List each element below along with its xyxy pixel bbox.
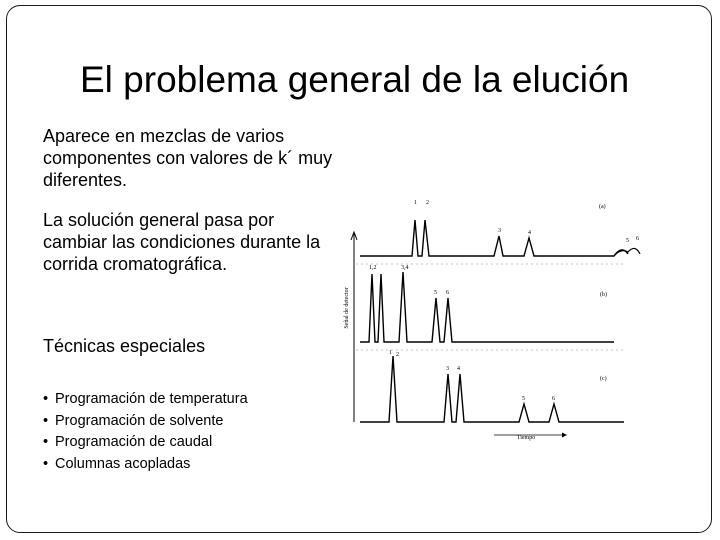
trace-b-line	[360, 272, 614, 342]
list-item	[43, 454, 248, 476]
peak-label: 2	[426, 200, 429, 206]
list-item	[43, 411, 248, 433]
peak-label: 5	[522, 396, 525, 402]
y-axis-label: Señal de detector	[344, 287, 350, 329]
peak-label: 3	[446, 366, 449, 372]
peak-label: 3,4	[401, 265, 409, 271]
bullet-icon: •	[43, 391, 49, 407]
bullet-text: Programación de temperatura	[55, 391, 248, 407]
bullet-icon: •	[43, 412, 49, 429]
peak-label: 6	[552, 396, 555, 402]
bullet-text: Programación de caudal	[55, 434, 213, 450]
peak-label: 6	[636, 236, 639, 242]
peak-label: 5	[434, 290, 437, 296]
bullet-text: Columnas acopladas	[55, 455, 191, 472]
peak-label: 1	[389, 350, 392, 356]
list-item	[43, 432, 248, 454]
paragraph-general-solution: La solución general pasa por cambiar las condiciones durante la corrida cromatográfica.	[43, 210, 321, 274]
trace-a-line	[360, 220, 628, 256]
peak-label: 4	[457, 366, 460, 372]
peak-label: 2	[396, 352, 399, 358]
trace-tag: (b)	[600, 292, 607, 298]
x-axis-label: Tiempo	[516, 435, 536, 441]
x-axis-arrow-icon	[562, 433, 567, 438]
bullet-text: Programación de solvente	[55, 412, 224, 429]
peak-label: 5	[626, 238, 629, 244]
peak-label: 4	[528, 230, 531, 236]
peak-label: 1	[414, 200, 417, 206]
peak-label: 6	[446, 290, 449, 296]
chromatogram-figure	[344, 190, 639, 442]
trace-tag: (c)	[600, 376, 607, 382]
list-item	[43, 389, 248, 411]
techniques-list	[43, 389, 248, 475]
peak-label: 3	[498, 228, 501, 234]
paragraph-mixtures: Aparece en mezclas de varios componentes con valores de k´ muy diferentes.	[43, 126, 333, 190]
trace-c-line	[360, 356, 624, 422]
peak-label: 1,2	[369, 265, 377, 271]
slide-title: El problema general de la elución	[80, 59, 630, 100]
trace-tag: (a)	[599, 204, 606, 210]
heading-special-techniques: Técnicas especiales	[43, 336, 206, 356]
bullet-icon: •	[43, 455, 49, 472]
bullet-icon: •	[43, 434, 49, 450]
